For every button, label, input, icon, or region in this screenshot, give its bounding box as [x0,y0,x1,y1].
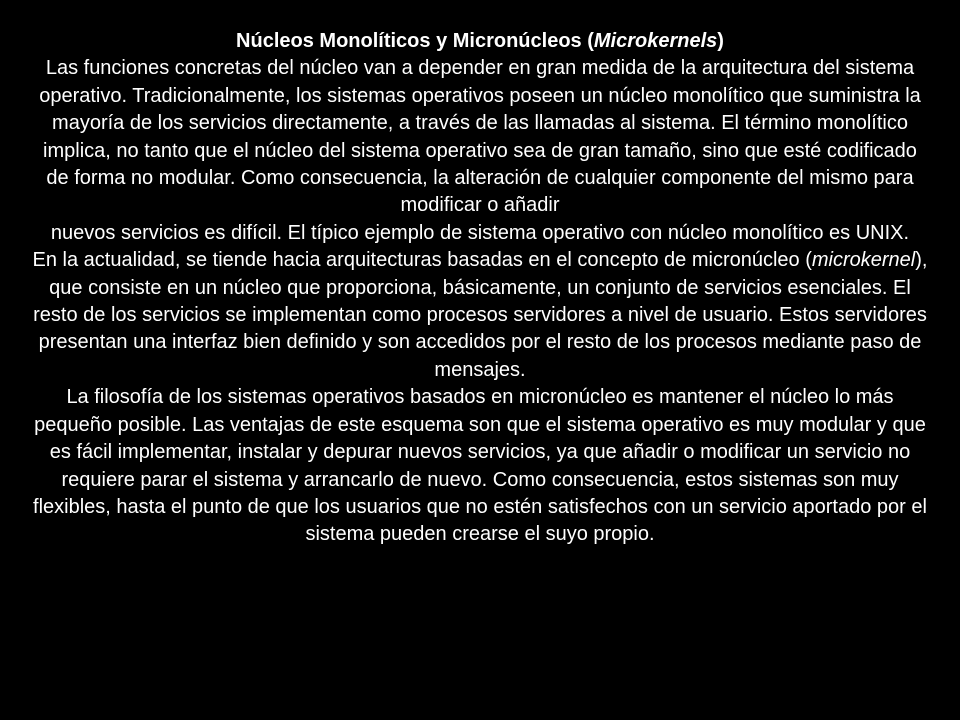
paragraph-microkernel-before: En la actualidad, se tiende hacia arquitecturas basadas en el concepto de micronúcleo ( [32,249,812,272]
paragraph-monolithic [30,55,930,247]
paragraph-philosophy: La filosofía de los sistemas operativos basados en micronúcleo es mantener el núcleo lo más pequeño posible. Las ventajas de este esquema son que el sistema operativo es muy modular y que es fácil implementar, instalar y depurar nuevos servicios, ya que añadir o modificar un servicio no requiere parar el sistema y arrancarlo de nuevo. Como consecuencia, estos sistemas son muy flexibles, hasta el punto de que los usuarios que no estén satisfechos con un servicio aportado por el sistema pueden crearse el suyo propio. [33,386,927,546]
title-main: Núcleos Monolíticos y Micronúcleos ( [236,30,594,52]
title-close: ) [717,30,724,52]
paragraph-microkernel-italic-term: microkernel [811,249,916,272]
paragraph-microkernel-after: ), que consiste en un núcleo que proporciona, básicamente, un conjunto de servicios esenciales. El resto de los servicios se implementan como procesos servidores a nivel de usuario. Estos servidores presentan una interfaz bien definido y son accedidos por el resto de los procesos mediante paso de mensajes. [33,249,928,381]
paragraph-monolithic-part-a: Las funciones concretas del núcleo van a depender en gran medida de la arquitectura del sistema operativo. Tradicionalmente, los sistemas operativos poseen un núcleo monolítico que suministra la mayoría de los servicios directamente, a través de las llamadas al sistema. El término monolítico implica, no tanto que el núcleo del sistema operativo sea de gran tamaño, sino que esté codificado de forma no modular. Como consecuencia, la alteración de cualquier componente del mismo para modificar o añadir [39,57,921,217]
title-italic-term: Microkernels [593,30,718,52]
paragraph-microkernel [30,247,930,384]
paragraph-monolithic-part-b: nuevos servicios es difícil. El típico ejemplo de sistema operativo con núcleo monolítico es UNIX. [50,221,910,244]
slide-title [30,28,930,55]
slide-content [30,28,930,549]
